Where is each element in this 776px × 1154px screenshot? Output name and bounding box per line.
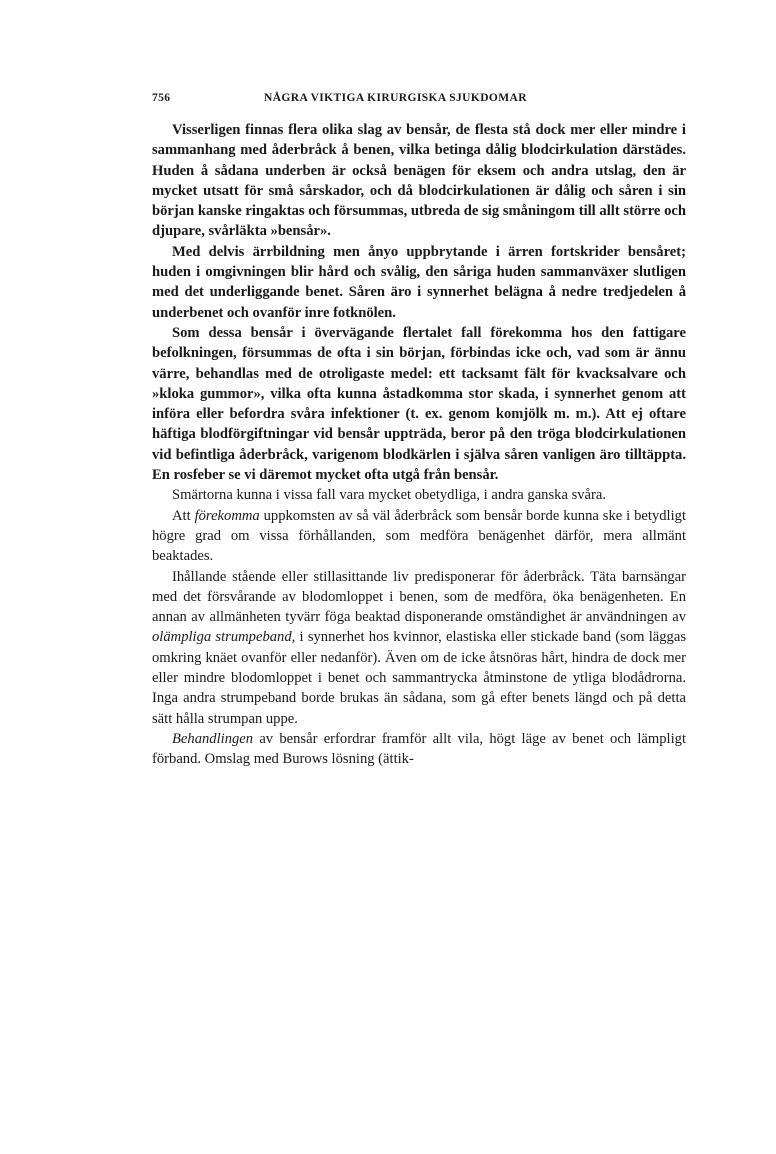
- paragraph-treatment: [152, 729, 686, 770]
- paragraph-neglect: [152, 323, 686, 485]
- body-text: [152, 120, 686, 770]
- paragraph-venous-ulcers: [152, 120, 686, 242]
- paragraph-text: av bensår erfordrar framför allt vila, högt läge av benet och lämpligt förband. Omslag med Burows lösning (ättik-: [152, 730, 686, 768]
- paragraph-predisposition: [152, 567, 686, 729]
- paragraph-pain: [152, 485, 686, 505]
- paragraph-text: Smärtorna kunna i vissa fall vara mycket obetydliga, i andra ganska svåra.: [172, 487, 607, 504]
- book-page: [152, 88, 686, 770]
- paragraph-text: Visserligen finnas flera olika slag av bensår, de flesta stå dock mer eller mindre i sammanhang med åderbråck å benen, vilka betinga dålig blodcirkulation därstädes. Huden å sådana underben är också benägen för eksem och andra utslag, den är mycket utsatt för små sårskador, och då blodcirkulationen är dålig och såren i sin början kanske ringaktas och försummas, utbreda de sig småningom till allt större och djupare, svårläkta »bensår».: [152, 122, 686, 240]
- paragraph-scarring: [152, 242, 686, 323]
- running-title: NÅGRA VIKTIGA KIRURGISKA SJUKDOMAR: [264, 92, 527, 104]
- paragraph-text: uppkomsten av så väl åderbråck som bensår borde kunna ske i betydligt högre grad om vissa förhållanden, som medföra benägenhet därför, mera allmänt beaktades.: [152, 507, 687, 565]
- italic-emphasis: Behandlingen: [172, 730, 254, 747]
- paragraph-text: i synnerhet hos kvinnor, elastiska eller stickade band (som läggas omkring knäet ovanför eller nedanför). Även om de icke åtsnöras hårt, hindra de dock mer eller mindre blodomloppet i benet och sammantrycka åtminstone de ytliga blodådrorna. Inga andra strumpeband borde brukas än sådana, som gå efter benets längd och på detta sätt hålla strumpan uppe.: [152, 629, 687, 727]
- page-header: [152, 88, 686, 110]
- italic-emphasis: förekomma: [194, 507, 260, 524]
- page-number: 756: [152, 92, 171, 104]
- italic-emphasis: olämpliga strumpeband,: [152, 629, 296, 646]
- paragraph-text: Som dessa bensår i övervägande flertalet fall förekomma hos den fattigare befolkningen, försummas de ofta i sin början, förbindas icke och, vad som är ännu värre, behandlas med de otroligaste medel: ett tacksamt fält för kvacksalvare och »kloka gummor», vilka ofta kunna åstadkomma stor skada, i synnerhet genom att införa eller befordra svåra infektioner (t. ex. genom komjölk m. m.). Att ej oftare häftiga blodförgiftningar vid bensår uppträda, beror på den tröga blodcirkulationen vid befintliga åderbråck, varigenom blodkärlen i själva såren vanligen äro tilltäppta. En rosfeber se vi däremot mycket ofta utgå från bensår.: [152, 324, 686, 484]
- paragraph-text: Ihållande stående eller stillasittande liv predisponerar för åderbråck. Täta barnsängar med det försvårande av blodomloppet i benen, som de medföra, öka benägenheten. En annan av allmänheten tyvärr föga beaktad disponerande omständighet är användningen av: [152, 568, 686, 626]
- paragraph-text: Med delvis ärrbildning men ånyo uppbrytande i ärren fortskrider bensåret; huden i omgivningen blir hård och svålig, den såriga huden sammanväxer slutligen med det underliggande benet. Såren äro i synnerhet belägna å nedre tredjedelen å underbenet och ovanför inre fotknölen.: [152, 243, 686, 321]
- paragraph-prevention: [152, 506, 686, 567]
- paragraph-text: Att: [172, 507, 195, 524]
